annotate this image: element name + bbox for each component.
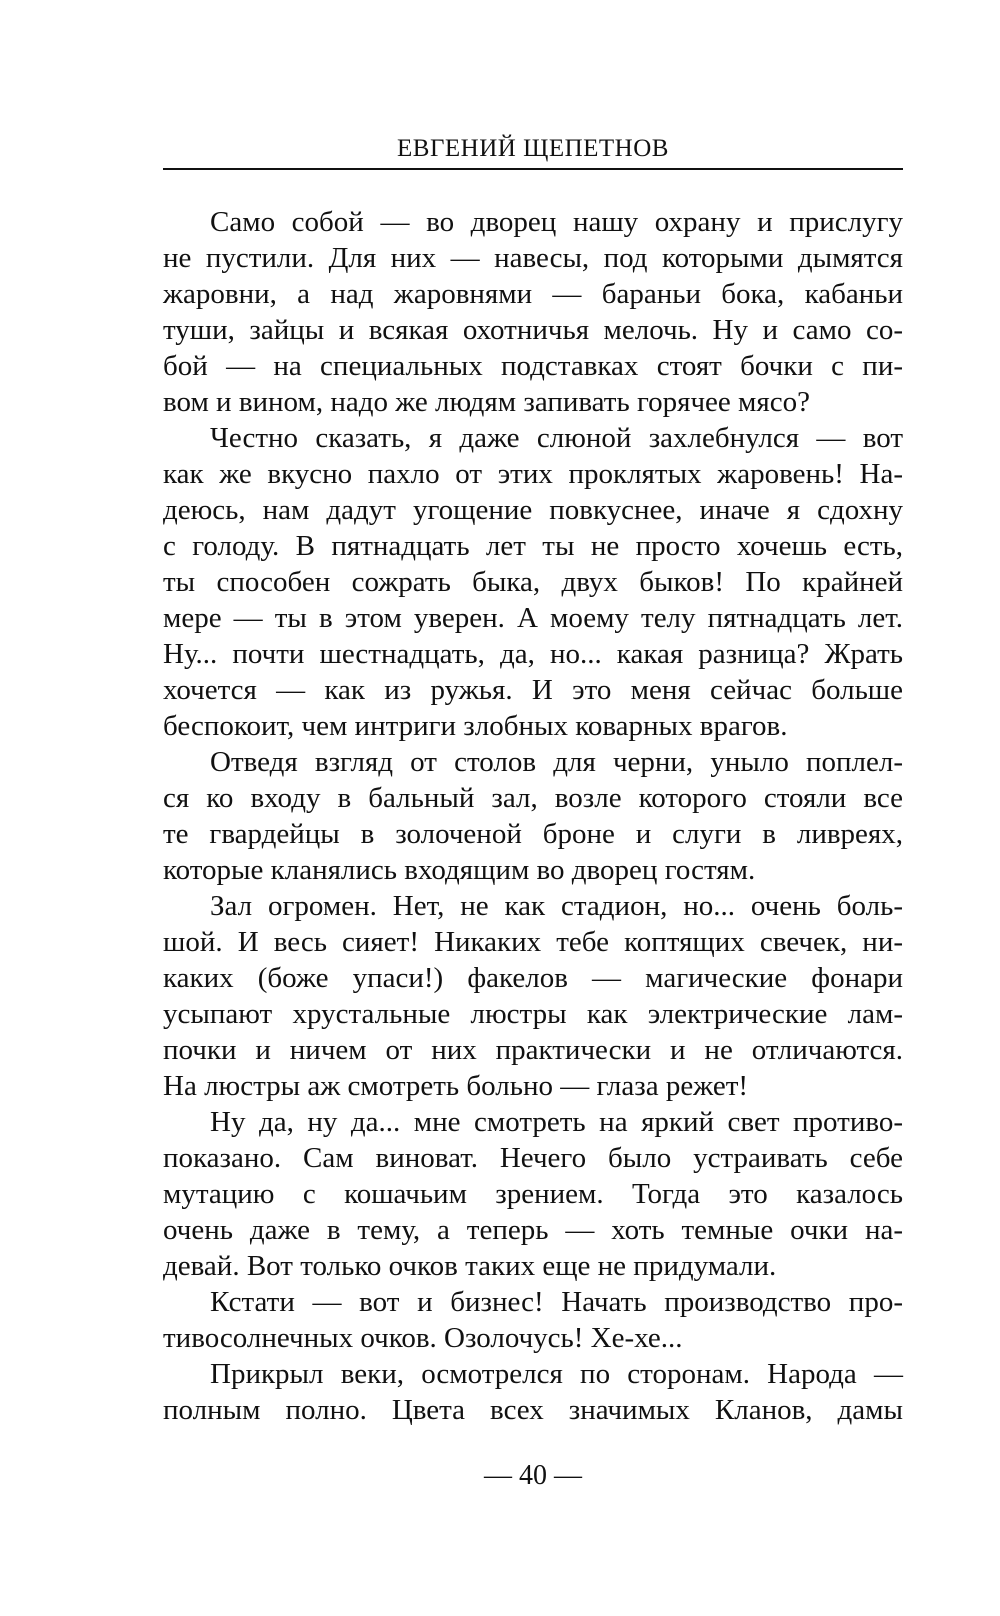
text-line: Кстати — вот и бизнес! Начать производство про- — [210, 1286, 903, 1318]
text-line: очень даже в тему, а теперь — хоть темные очки на- — [163, 1214, 903, 1246]
text-line: Отведя взгляд от столов для черни, уныло поплел- — [210, 746, 903, 778]
text-line: туши, зайцы и всякая охотничья мелочь. Ну и само со- — [163, 314, 903, 346]
text-line: мере — ты в этом уверен. А моему телу пятнадцать лет. — [163, 602, 903, 634]
text-line: усыпают хрустальные люстры как электрические лам- — [163, 998, 903, 1030]
page-number: — 40 — — [484, 1460, 582, 1491]
body-text — [163, 204, 903, 1428]
text-line: не пустили. Для них — навесы, под которыми дымятся — [163, 242, 903, 274]
text-line: беспокоит, чем интриги злобных коварных врагов. — [163, 710, 788, 742]
text-line: хочется — как из ружья. И это меня сейчас больше — [163, 674, 903, 706]
text-line: тивосолнечных очков. Озолочусь! Хе-хе... — [163, 1322, 683, 1354]
text-line: мутацию с кошачьим зрением. Тогда это казалось — [163, 1178, 903, 1210]
text-line: жаровни, а над жаровнями — бараньи бока, кабаньи — [163, 278, 903, 310]
text-line: На люстры аж смотреть больно — глаза режет! — [163, 1070, 749, 1102]
text-line: которые кланялись входящим во дворец гостям. — [163, 854, 756, 886]
text-line: почки и ничем от них практически и не отличаются. — [163, 1034, 903, 1066]
text-line: с голоду. В пятнадцать лет ты не просто хочешь есть, — [163, 530, 903, 562]
text-line: Честно сказать, я даже слюной захлебнулся — вот — [210, 422, 903, 454]
text-line: бой — на специальных подставках стоят бочки с пи- — [163, 350, 903, 382]
text-line: показано. Сам виноват. Нечего было устраивать себе — [163, 1142, 903, 1174]
text-line: Зал огромен. Нет, не как стадион, но... очень боль- — [210, 890, 903, 922]
header-rule — [163, 168, 903, 170]
text-line: Ну да, ну да... мне смотреть на яркий свет противо- — [210, 1106, 903, 1138]
text-line: те гвардейцы в золоченой броне и слуги в ливреях, — [163, 818, 903, 850]
running-head: ЕВГЕНИЙ ЩЕПЕТНОВ — [397, 135, 669, 162]
text-line: каких (боже упаси!) факелов — магические фонари — [163, 962, 903, 994]
text-line: вом и вином, надо же людям запивать горячее мясо? — [163, 386, 810, 418]
text-line: Прикрыл веки, осмотрелся по сторонам. Народа — — [210, 1358, 903, 1390]
text-line: шой. И весь сияет! Никаких тебе коптящих свечек, ни- — [163, 926, 903, 958]
text-line: Ну... почти шестнадцать, да, но... какая разница? Жрать — [163, 638, 903, 670]
text-line: ся ко входу в бальный зал, возле которого стояли все — [163, 782, 903, 814]
text-line: ты способен сожрать быка, двух быков! По крайней — [163, 566, 903, 598]
text-line: Само собой — во дворец нашу охрану и прислугу — [210, 206, 903, 238]
text-line: девай. Вот только очков таких еще не придумали. — [163, 1250, 777, 1282]
text-line: полным полно. Цвета всех значимых Кланов, дамы — [163, 1394, 903, 1426]
text-line: деюсь, нам дадут угощение повкуснее, иначе я сдохну — [163, 494, 903, 526]
text-line: как же вкусно пахло от этих проклятых жаровень! На- — [163, 458, 903, 490]
